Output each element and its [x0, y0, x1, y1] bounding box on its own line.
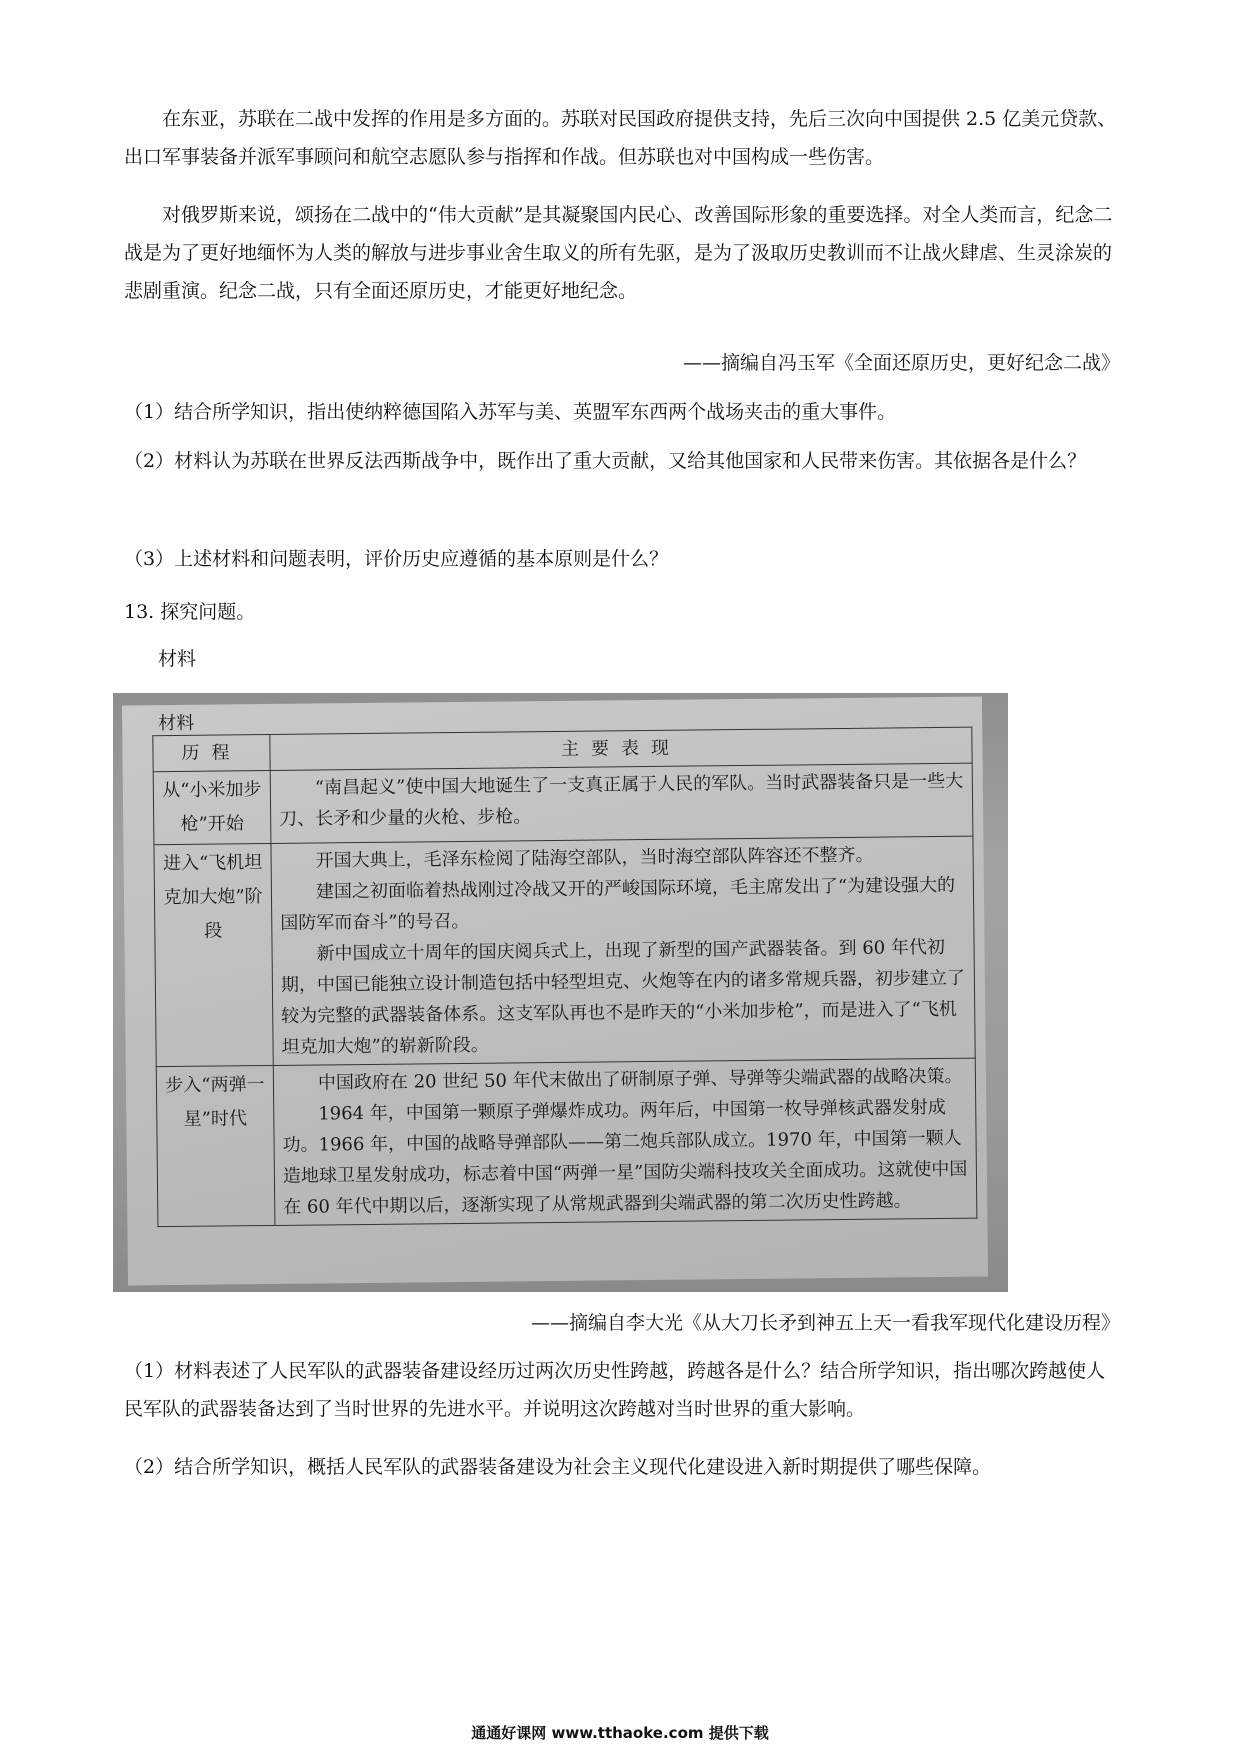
detail-cell: [271, 836, 975, 1065]
question-12-3: （3）上述材料和问题表明，评价历史应遵循的基本原则是什么？: [124, 548, 669, 570]
material-table-photo: [113, 693, 1008, 1292]
table-row: [153, 763, 973, 845]
material-paragraph-2: 对俄罗斯来说，颂扬在二战中的“伟大贡献”是其凝聚国内民心、改善国际形象的重要选择。对全人类而言，纪念二战是为了更好地缅怀为人类的解放与进步事业舍生取义的所有先驱，是为了汲取历史教训而不让战火肆虐、生灵涂炭的悲剧重演。纪念二战，只有全面还原历史，才能更好地纪念。: [124, 204, 1113, 302]
material-table-sheet: [122, 697, 988, 1286]
header-stage: 历程: [153, 734, 270, 771]
detail-line: 开国大典上，毛泽东检阅了陆海空部队，当时海空部队阵容还不整齐。: [315, 844, 874, 872]
question-12-1: （1）结合所学知识，指出使纳粹德国陷入苏军与美、英盟军东西两个战场夹击的重大事件。: [124, 401, 897, 423]
detail-cell: [270, 763, 973, 843]
page-footer: 通通好课网 www.tthaoke.com 提供下载: [471, 1724, 769, 1742]
table-row: [154, 836, 975, 1067]
table-caption: 材料: [158, 712, 195, 735]
detail-line: “南昌起义”使中国大地诞生了一支真正属于人民的军队。当时武器装备只是一些大刀、长矛和少量的火枪、步枪。: [279, 770, 964, 830]
question-13-1: （1）材料表述了人民军队的武器装备建设经历过两次历史性跨越，跨越各是什么？结合所学知识，指出哪次跨越使人民军队的武器装备达到了当时世界的先进水平。并说明这次跨越对当时世界的重大影响。: [124, 1360, 1106, 1420]
stage-cell: 步入“两弹一星”时代: [156, 1065, 275, 1226]
stage-cell: 从“小米加步枪”开始: [153, 770, 271, 844]
question-13-title: 13. 探究问题。: [124, 601, 256, 623]
table-row: [156, 1058, 977, 1227]
material-paragraph-1: 在东亚，苏联在二战中发挥的作用是多方面的。苏联对民国政府提供支持，先后三次向中国提供 2.5 亿美元贷款、出口军事装备并派军事顾问和航空志愿队参与指挥和作战。但苏联也对中国构成一些伤害。: [124, 108, 1117, 168]
detail-cell: [273, 1058, 977, 1225]
detail-line: 新中国成立十周年的国庆阅兵式上，出现了新型的国产武器装备。到 60 年代初期，中国已能独立设计制造包括中轻型坦克、火炮等在内的诸多常规兵器，初步建立了较为完整的武器装备体系。这支军队再也不是昨天的“小米加步枪”，而是进入了“飞机坦克加大炮”的崭新阶段。: [280, 936, 965, 1058]
question-12-2: （2）材料认为苏联在世界反法西斯战争中，既作出了重大贡献，又给其他国家和人民带来伤害。其依据各是什么？: [124, 450, 1087, 472]
header-detail: 主要表现: [270, 727, 972, 770]
stage-cell: 进入“飞机坦克加大炮”阶段: [154, 843, 273, 1066]
material-source-2: ——摘编自李大光《从大刀长矛到神五上天一看我军现代化建设历程》: [530, 1312, 1120, 1334]
detail-line: 中国政府在 20 世纪 50 年代末做出了研制原子弹、导弹等尖端武器的战略决策。: [317, 1065, 963, 1094]
question-13-2: （2）结合所学知识，概括人民军队的武器装备建设为社会主义现代化建设进入新时期提供了哪些保障。: [124, 1456, 992, 1478]
material-source-1: ——摘编自冯玉军《全面还原历史，更好纪念二战》: [682, 352, 1120, 374]
material-table: [152, 727, 977, 1228]
detail-line: 建国之初面临着热战刚过冷战又开的严峻国际环境，毛主席发出了“为建设强大的国防军而奋斗”的号召。: [280, 874, 956, 934]
detail-line: 1964 年，中国第一颗原子弹爆炸成功。两年后，中国第一枚导弹核武器发射成功。1966 年，中国的战略导弹部队——第二炮兵部队成立。1970 年，中国第一颗人造地球卫星发射成功，标志着中国“两弹一星”国防尖端科技攻关全面成功。这就使中国在 60 年代中期以后，逐渐实现了从常规武器到尖端武器的第二次历史性跨越。: [282, 1096, 968, 1218]
material-label: 材料: [158, 648, 197, 670]
